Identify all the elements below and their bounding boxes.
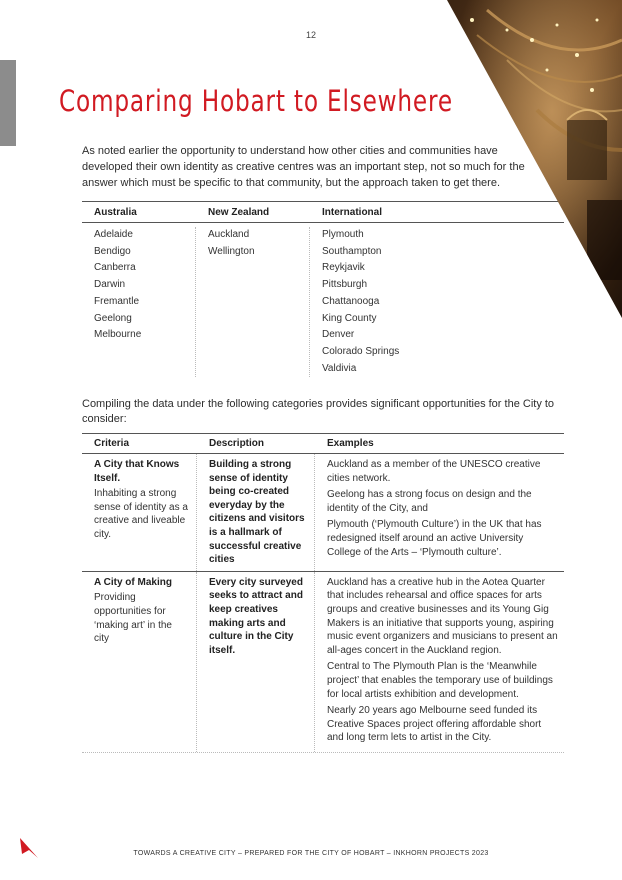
city: Darwin [94,279,126,291]
description-cell: Building a strong sense of identity being co-created everyday by the citizens and visitors is a hallmark of successful creative cities [197,454,315,571]
criteria-cell [82,454,197,571]
city: Valdivia [322,362,357,374]
description-cell: Every city surveyed seeks to attract and keep creatives making arts and culture in the City itself. [197,572,315,752]
page-number: 12 [305,30,316,40]
table-row [82,454,564,571]
intro-paragraph: As noted earlier the opportunity to understand how other cities and communities have developed their own identity as creative centres was an important step, not so much for the answer which must be specific to that community, but the approach taken to get there. [82,145,525,189]
header-new-zealand: New Zealand [208,206,270,218]
city: Geelong [94,312,132,324]
examples-cell [315,454,564,571]
criteria-table-header [82,433,564,454]
page-title: Comparing Hobart to Elsewhere [59,84,453,118]
new-zealand-list [196,227,310,377]
city: Colorado Springs [322,345,400,357]
criteria-name: A City that Knows Itself. [94,459,180,484]
city: Canberra [94,262,136,274]
australia-list [82,227,196,377]
header-criteria: Criteria [94,438,130,449]
compile-paragraph: Compiling the data under the following categories provides significant opportunities for the City to consider: [82,398,555,425]
city: Chattanooga [322,295,380,307]
header-description: Description [209,438,265,449]
criteria-name: A City of Making [94,576,172,588]
city: Fremantle [94,295,140,307]
criteria-subtext: Inhabiting a strong sense of identity as a creative and liveable city. [94,488,188,540]
header-australia: Australia [94,206,137,218]
examples-cell [315,572,564,752]
footer-text: TOWARDS A CREATIVE CITY – PREPARED FOR THE CITY OF HOBART – INKHORN PROJECTS 2023 [133,850,489,857]
city: Bendigo [94,245,131,257]
city: Melbourne [94,329,142,341]
city: Wellington [208,245,255,257]
example-text: Auckland as a member of the UNESCO creative cities network. [327,459,541,484]
example-text: Plymouth (‘Plymouth Culture’) in the UK that has redesigned itself around an active University College of the Arts – ‘Plymouth culture’. [327,519,542,558]
criteria-cell [82,572,197,752]
example-text: Nearly 20 years ago Melbourne seed funded its Creative Spaces project offering affordable short and long term lets to artist in the City. [327,705,542,744]
header-examples: Examples [327,438,374,449]
header-international: International [322,206,383,218]
example-text: Geelong has a strong focus on design and the identity of the City, and [327,489,532,514]
criteria-table [82,433,564,753]
city: Denver [322,329,355,341]
criteria-subtext: Providing opportunities for ‘making art’ in the city [94,592,172,645]
city: Adelaide [94,229,133,240]
city: Auckland [208,229,250,240]
example-text: Central to The Plymouth Plan is the ‘Meanwhile project’ that enables the temporary use of buildings for local artists exhibition and development. [327,661,553,700]
example-text: Auckland has a creative hub in the Aotea Quarter that includes rehearsal and office spaces for arts groups and creative businesses and its Young Gig Makers is an initiative that supports young, aspiring music event organizers and musicians to present an all-ages concert in the Auckland region. [327,576,558,656]
city: Reykjavik [322,262,365,274]
city: Plymouth [322,229,364,240]
side-tab [0,60,16,146]
city: Pittsburgh [322,279,368,291]
table-row [82,571,564,753]
city: King County [322,312,377,324]
city: Southampton [322,245,382,257]
